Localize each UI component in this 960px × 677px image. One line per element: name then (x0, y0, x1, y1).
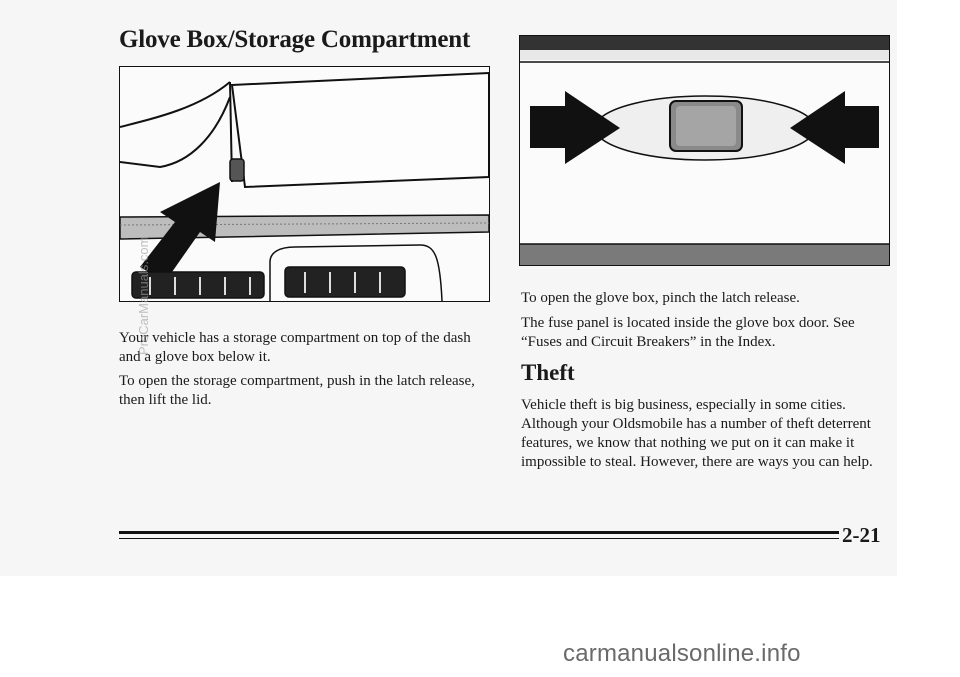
page-number: 2-21 (842, 523, 881, 547)
glove-box-latch-illustration (519, 35, 890, 266)
storage-intro-paragraph: Your vehicle has a storage compartment on top of the dash and a glove box below it. (119, 330, 471, 365)
storage-compartment-illustration (119, 66, 490, 302)
latch-drawing (520, 36, 889, 265)
theft-paragraph: Vehicle theft is big business, especially in some cities. Although your Oldsmobile has a number of theft deterrent features, we know that nothing we put on it can make it impossible to steal. However, there are ways you can help. (521, 397, 873, 470)
theft-heading: Theft (521, 360, 575, 385)
footer-watermark: carmanualsonline.info (563, 640, 801, 667)
fuse-panel-paragraph: The fuse panel is located inside the glove box door. See “Fuses and Circuit Breakers” in the Index. (521, 315, 855, 350)
side-watermark: ProCarManuals.com (136, 236, 151, 355)
footer-rule (119, 531, 839, 534)
dashboard-drawing (120, 67, 489, 301)
glove-box-open-paragraph: To open the glove box, pinch the latch release. (521, 290, 800, 306)
page-title: Glove Box/Storage Compartment (119, 26, 471, 53)
footer-rule-thin (119, 538, 839, 539)
storage-open-paragraph: To open the storage compartment, push in the latch release, then lift the lid. (119, 373, 475, 408)
